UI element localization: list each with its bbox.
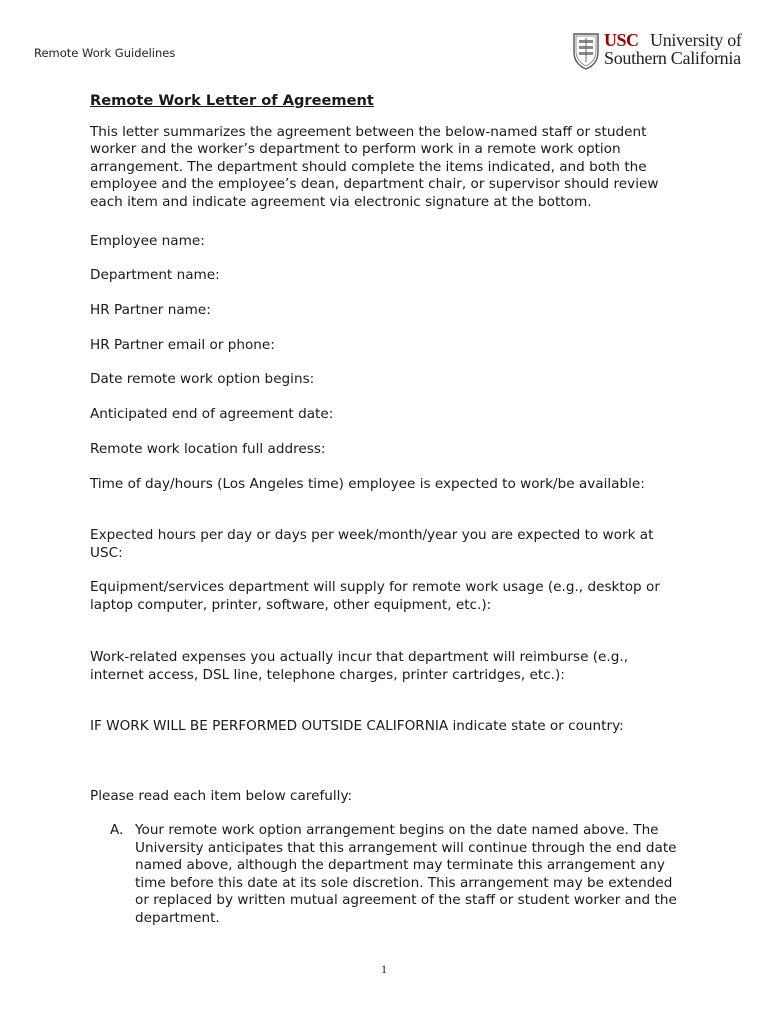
field-remote-address: Remote work location full address: xyxy=(90,441,326,457)
usc-seal-icon xyxy=(572,32,600,70)
field-employee-name: Employee name: xyxy=(90,233,205,249)
usc-logo xyxy=(572,30,746,74)
field-expected-hours: Expected hours per day or days per week/month/year you are expected to work at USC: xyxy=(90,527,654,561)
list-item-text: Your remote work option arrangement begins on the date named above. The University anticipates that this arrangement will continue through the end date named above, although the department may terminate this arrangement any time before this date at its sole discretion. This arrangement may be extended or replaced by written mutual agreement of the staff or student worker and the department. xyxy=(135,822,677,926)
running-header: Remote Work Guidelines xyxy=(34,46,176,60)
field-hr-partner-name: HR Partner name: xyxy=(90,302,211,318)
field-work-hours: Time of day/hours (Los Angeles time) employee is expected to work/be available: xyxy=(90,476,645,492)
field-equipment: Equipment/services department will supply for remote work usage (e.g., desktop or laptop computer, printer, software, other equipment, etc.): xyxy=(90,579,660,613)
field-expenses: Work-related expenses you actually incur that department will reimburse (e.g., internet access, DSL line, telephone charges, printer cartridges, etc.): xyxy=(90,649,629,683)
list-marker: A. xyxy=(110,822,124,838)
field-end-date: Anticipated end of agreement date: xyxy=(90,406,334,422)
intro-paragraph: This letter summarizes the agreement between the below-named staff or student worker and the worker’s department to perform work in a remote work option arrangement. The department should complete the items indicated, and both the employee and the employee’s dean, department chair, or supervisor should review each item and indicate agreement via electronic signature at the bottom. xyxy=(90,123,659,210)
field-department-name: Department name: xyxy=(90,267,220,283)
document-title: Remote Work Letter of Agreement xyxy=(90,92,374,109)
logo-usc-text: USC xyxy=(604,30,639,50)
read-carefully-instruction: Please read each item below carefully: xyxy=(90,788,353,804)
field-hr-partner-contact: HR Partner email or phone: xyxy=(90,337,275,353)
list-item xyxy=(110,822,680,928)
logo-southern-california-text: Southern California xyxy=(604,48,741,68)
document-body xyxy=(90,92,680,212)
logo-university-text: University of xyxy=(650,30,742,50)
page-number: 1 xyxy=(381,962,387,976)
field-start-date: Date remote work option begins: xyxy=(90,371,315,387)
field-outside-california: IF WORK WILL BE PERFORMED OUTSIDE CALIFORNIA indicate state or country: xyxy=(90,718,624,734)
